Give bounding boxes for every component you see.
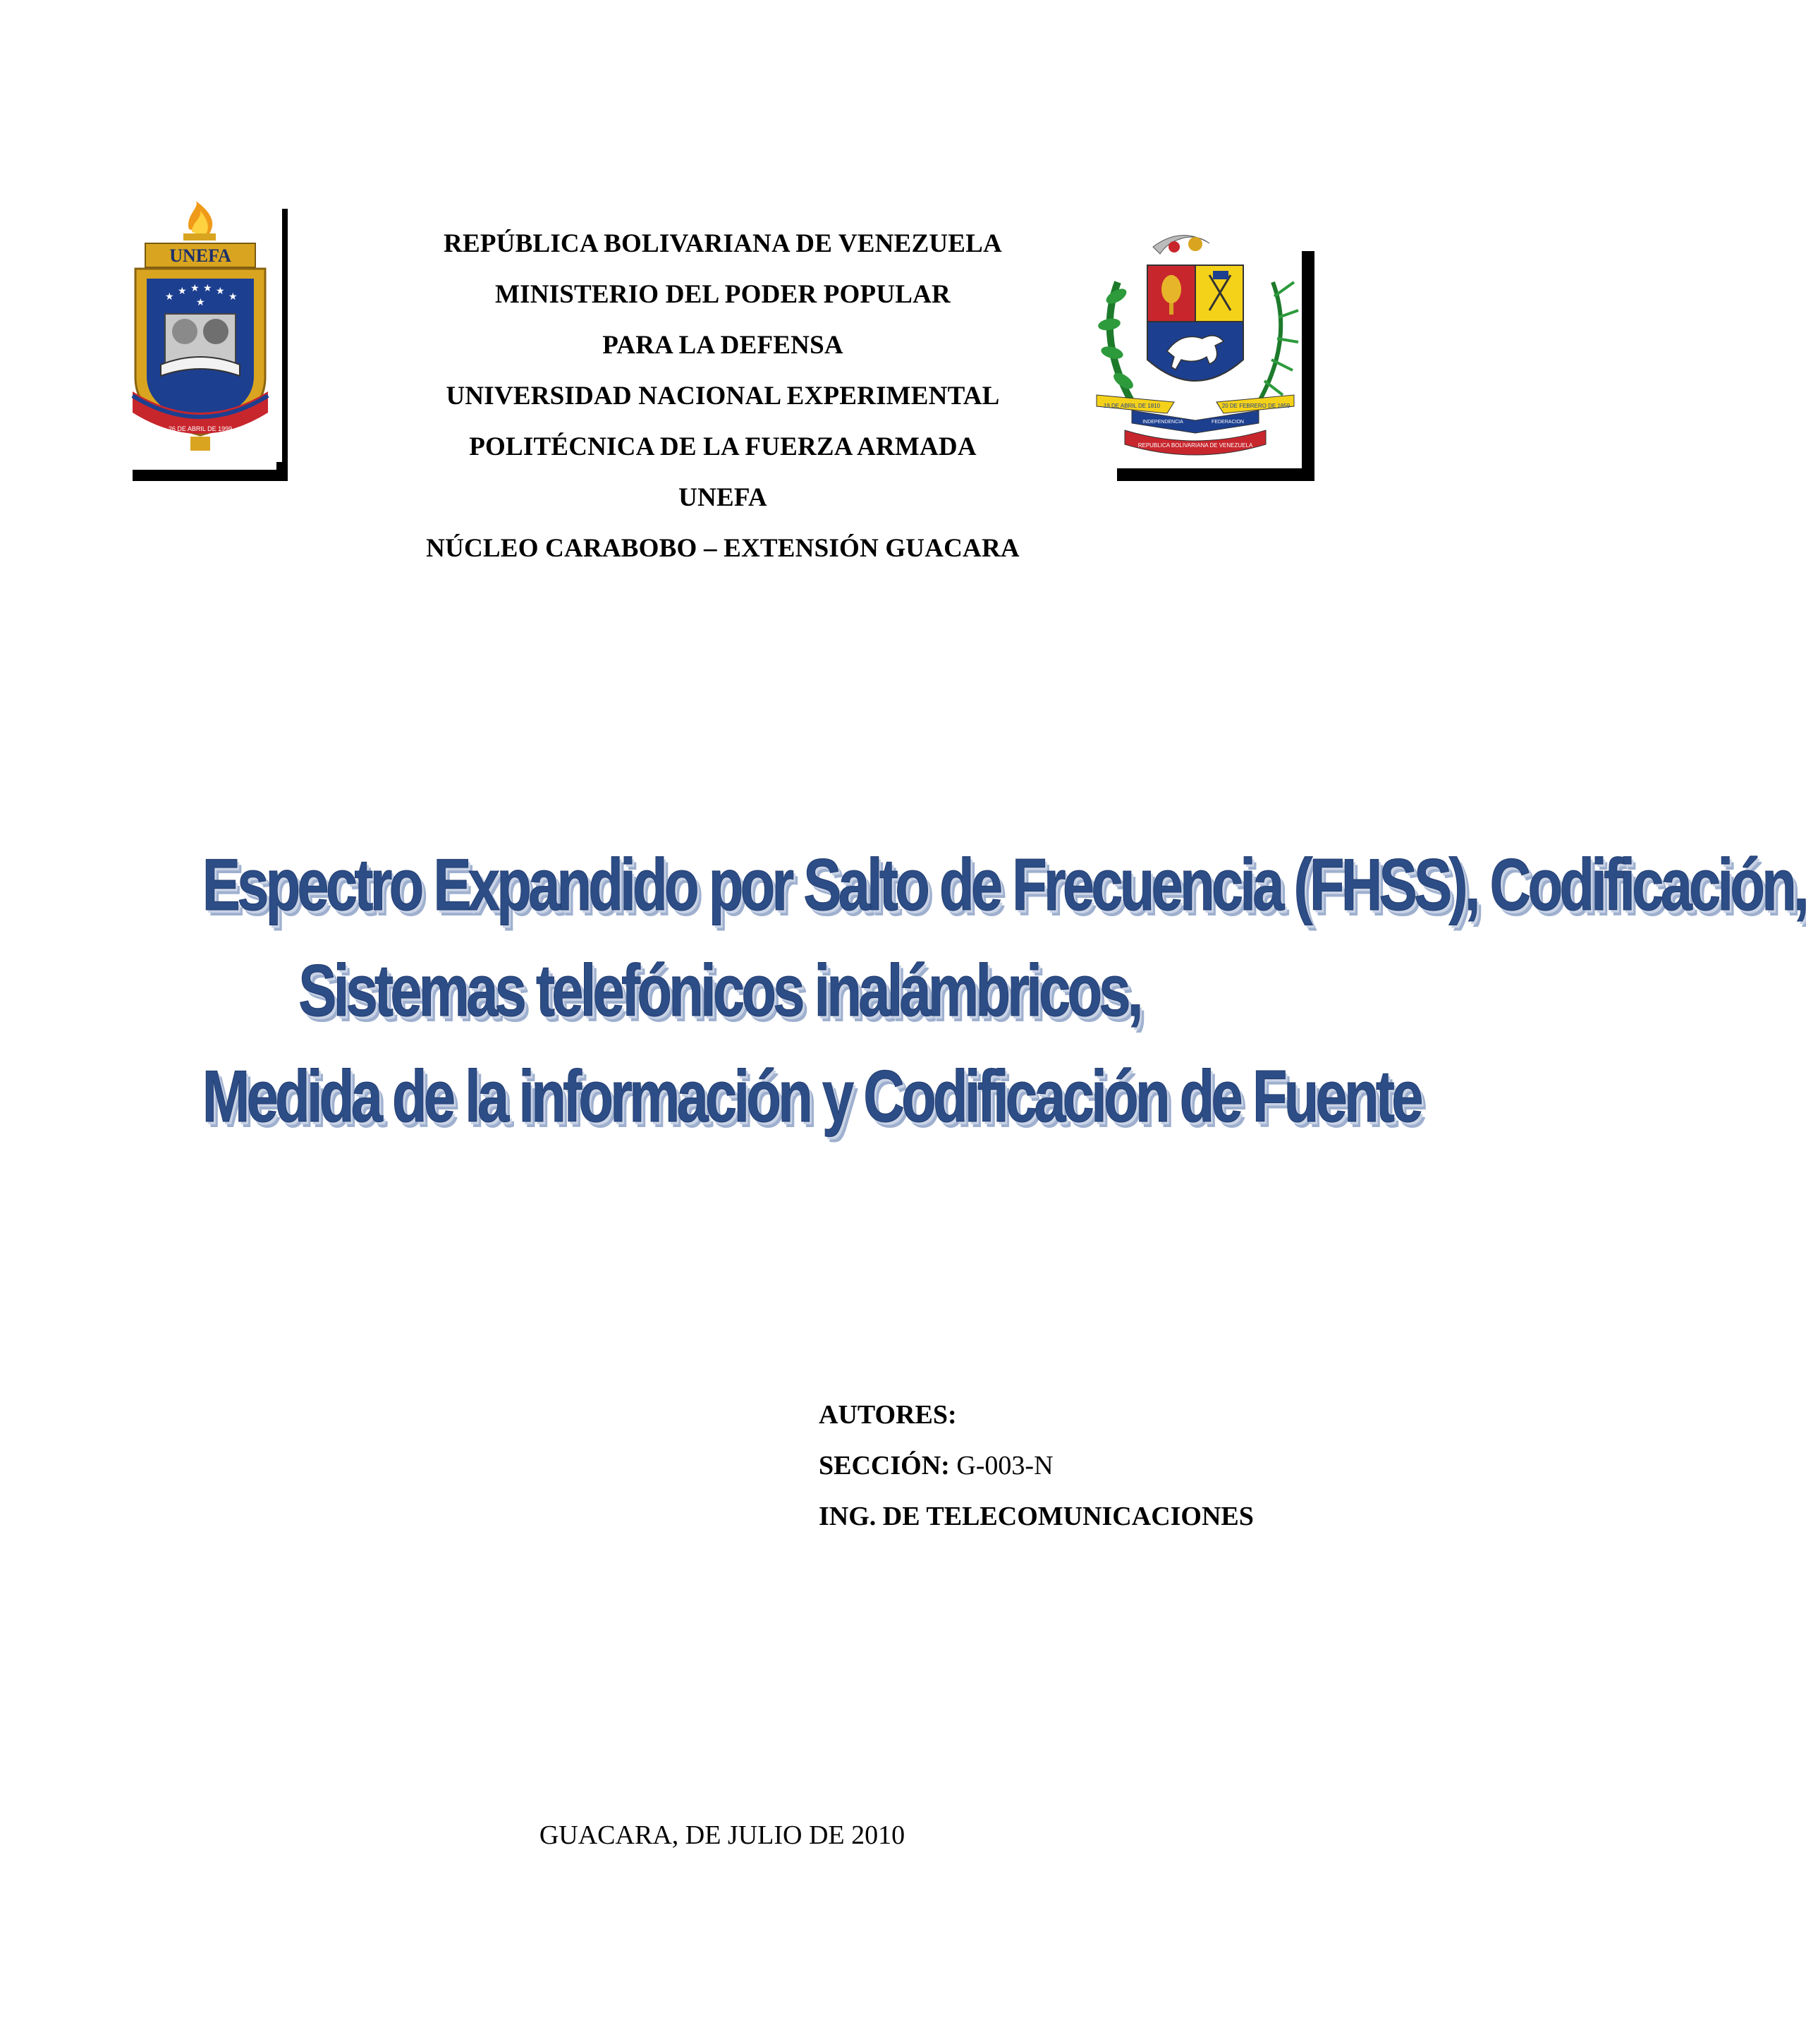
svg-text:★: ★ — [216, 286, 225, 297]
svg-text:★: ★ — [190, 283, 200, 294]
header-line-unefa: UNEFA — [678, 483, 767, 512]
unefa-logo — [118, 201, 282, 462]
ribbon-mid-right-text: FEDERACION — [1212, 420, 1244, 425]
svg-text:★: ★ — [196, 297, 205, 308]
header-line-polytechnic: POLITÉCNICA DE LA FUERZA ARMADA — [469, 432, 977, 461]
place-date: GUACARA, DE JULIO DE 2010 — [539, 1820, 905, 1850]
ribbon-bottom-text: REPUBLICA BOLIVARIANA DE VENEZUELA — [1137, 442, 1253, 449]
logo-left-frame-bottom — [133, 470, 288, 481]
ribbon-mid-left-text: INDEPENDENCIA — [1142, 420, 1183, 425]
header-line-campus: NÚCLEO CARABOBO – EXTENSIÓN GUACARA — [426, 534, 1020, 563]
title-line-1: Espectro Expandido por Salto de Frecuencia (FHSS), Codificación, — [202, 844, 1806, 926]
header-line-university: UNIVERSIDAD NACIONAL EXPERIMENTAL — [446, 382, 1000, 410]
institution-header — [296, 219, 1149, 574]
svg-text:★: ★ — [178, 286, 187, 297]
unefa-date-text: 26 DE ABRIL DE 1999 — [168, 425, 233, 432]
title-line-2: Sistemas telefónicos inalámbricos, — [298, 950, 1140, 1032]
authors-block — [819, 1389, 1254, 1542]
header-line-republic: REPÚBLICA BOLIVARIANA DE VENEZUELA — [444, 229, 1002, 258]
ribbon-right-text: 20 DE FEBRERO DE 1859 — [1221, 403, 1291, 409]
authors-label: AUTORES: — [819, 1400, 957, 1430]
section-value: G-003-N — [949, 1451, 1054, 1480]
ribbon-left-text: 19 DE ABRIL DE 1810 — [1103, 403, 1161, 409]
unefa-banner-text: UNEFA — [169, 245, 231, 266]
svg-text:★: ★ — [165, 291, 174, 303]
section-label: SECCIÓN: — [819, 1451, 950, 1480]
document-title — [202, 832, 1806, 1150]
svg-text:★: ★ — [228, 291, 238, 303]
unefa-emblem-svg — [118, 201, 282, 462]
section-line — [819, 1440, 1254, 1491]
header-line-defense: PARA LA DEFENSA — [602, 331, 843, 360]
title-line-3: Medida de la información y Codificación de Fuente — [202, 1056, 1420, 1138]
logo-right-frame — [1302, 251, 1314, 481]
header-line-ministry: MINISTERIO DEL PODER POPULAR — [495, 280, 951, 309]
svg-text:★: ★ — [203, 283, 212, 294]
career-label: ING. DE TELECOMUNICACIONES — [819, 1502, 1254, 1531]
